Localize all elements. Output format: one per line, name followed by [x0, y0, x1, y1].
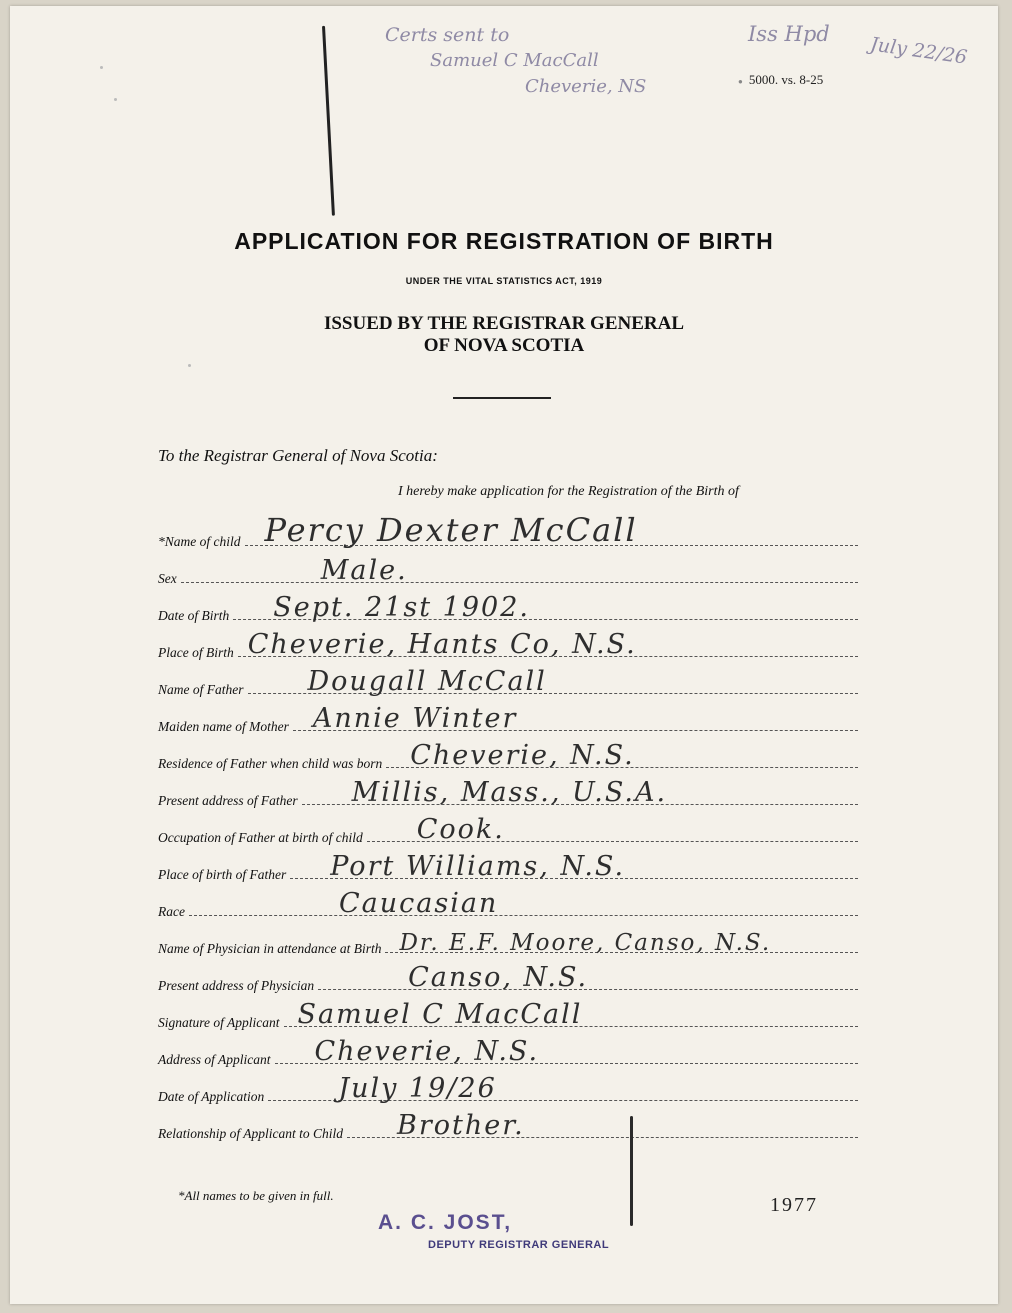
ink-stroke-top: [322, 26, 335, 216]
field-line: [275, 1036, 859, 1067]
paper-speck: [100, 66, 103, 69]
field-line: [385, 930, 858, 956]
field-value: Cook.: [416, 814, 505, 845]
pencil-note-line-3: Cheverie, NS: [525, 76, 647, 97]
form-title: APPLICATION FOR REGISTRATION OF BIRTH: [234, 228, 774, 254]
field-relationship-of-applicant: [158, 1110, 858, 1142]
issued-by: [10, 313, 998, 357]
field-occupation-of-father: [158, 814, 858, 846]
bullet-icon: ●: [738, 76, 743, 86]
field-label: Name of Father: [158, 682, 244, 697]
form-subtitle: UNDER THE VITAL STATISTICS ACT, 1919: [405, 276, 603, 286]
issued-by-line-1: ISSUED BY THE REGISTRAR GENERAL: [323, 313, 685, 334]
field-value: Dr. E.F. Moore, Canso, N.S.: [399, 930, 772, 956]
paper-speck: [114, 98, 117, 101]
intro-text: I hereby make application for the Registration of the Birth of: [398, 484, 739, 499]
field-line: [347, 1110, 858, 1141]
field-label: Residence of Father when child was born: [158, 756, 383, 771]
field-present-address-of-physician: [158, 962, 858, 994]
salutation: To the Registrar General of Nova Scotia:: [158, 446, 438, 465]
field-value: Port Williams, N.S.: [330, 851, 626, 882]
field-label: Signature of Applicant: [158, 1015, 280, 1030]
field-line: [293, 703, 858, 734]
field-label: Race: [158, 904, 185, 919]
field-line: [284, 999, 859, 1030]
field-line: [245, 511, 859, 549]
pencil-note-issued: Iss Hpd: [748, 22, 830, 46]
stamp-name: A. C. JOST,: [378, 1211, 513, 1234]
field-value: Samuel C MacCall: [297, 999, 583, 1030]
ink-stroke-bottom: [630, 1116, 633, 1226]
field-label: Place of Birth: [158, 645, 234, 660]
field-line: [268, 1073, 858, 1104]
field-line: [367, 814, 858, 845]
pencil-note-line-2: Samuel C MacCall: [430, 50, 599, 71]
field-present-address-of-father: [158, 777, 858, 809]
field-label: Sex: [158, 571, 177, 586]
field-race: [158, 888, 858, 920]
field-label: Address of Applicant: [158, 1052, 271, 1067]
divider: [453, 397, 551, 399]
field-line: [290, 851, 858, 882]
field-line: [181, 555, 858, 586]
field-label: Relationship of Applicant to Child: [158, 1126, 343, 1141]
paper-speck: [188, 364, 191, 367]
field-place-of-birth-of-father: [158, 851, 858, 883]
field-name-of-physician: [158, 930, 858, 957]
field-value: July 19/26: [338, 1073, 497, 1104]
field-line: [386, 740, 858, 771]
field-value: Caucasian: [338, 888, 499, 919]
field-label: Maiden name of Mother: [158, 719, 289, 734]
field-sex: [158, 555, 858, 587]
field-value: Cheverie, N.S.: [410, 740, 635, 771]
field-value: Sept. 21st 1902.: [273, 592, 530, 623]
document-page: [10, 6, 998, 1304]
field-value: Brother.: [397, 1110, 525, 1141]
pencil-note-date: July 22/26: [868, 33, 969, 69]
field-line: [302, 777, 858, 808]
field-label: Name of Physician in attendance at Birth: [158, 941, 382, 956]
field-name-of-child: [158, 511, 858, 550]
field-place-of-birth: [158, 629, 858, 661]
field-label: Occupation of Father at birth of child: [158, 830, 363, 845]
field-label: Date of Application: [158, 1089, 265, 1104]
form-code: ● 5000. vs. 8-25: [738, 72, 824, 87]
field-value: Annie Winter: [312, 703, 518, 734]
issued-by-line-2: OF NOVA SCOTIA: [423, 335, 585, 356]
field-date-of-birth: [158, 592, 858, 624]
field-signature-of-applicant: [158, 999, 858, 1031]
field-label: Present address of Physician: [158, 978, 315, 993]
field-value: Dougall McCall: [307, 666, 547, 697]
field-line: [189, 888, 858, 919]
field-line: [233, 592, 858, 623]
field-label: Place of birth of Father: [158, 867, 287, 882]
field-value: Canso, N.S.: [408, 962, 589, 993]
field-label: *Name of child: [158, 534, 241, 549]
pencil-note-line-1: Certs sent to: [385, 24, 510, 46]
field-label: Date of Birth: [158, 608, 230, 623]
stamp-title: DEPUTY REGISTRAR GENERAL: [428, 1239, 610, 1251]
field-value: Cheverie, N.S.: [314, 1036, 540, 1067]
serial-number: 1977: [770, 1194, 818, 1216]
field-address-of-applicant: [158, 1036, 858, 1068]
field-residence-of-father: [158, 740, 858, 772]
field-maiden-name-of-mother: [158, 703, 858, 735]
footnote: *All names to be given in full.: [178, 1188, 334, 1203]
field-date-of-application: [158, 1073, 858, 1105]
field-name-of-father: [158, 666, 858, 698]
field-value: Cheverie, Hants Co, N.S.: [247, 629, 637, 660]
field-label: Present address of Father: [158, 793, 298, 808]
field-line: [238, 629, 858, 660]
field-value: Male.: [320, 555, 408, 586]
field-line: [318, 962, 858, 993]
field-line: [248, 666, 859, 697]
field-value: Millis, Mass., U.S.A.: [351, 777, 668, 808]
field-value: Percy Dexter McCall: [264, 511, 638, 549]
